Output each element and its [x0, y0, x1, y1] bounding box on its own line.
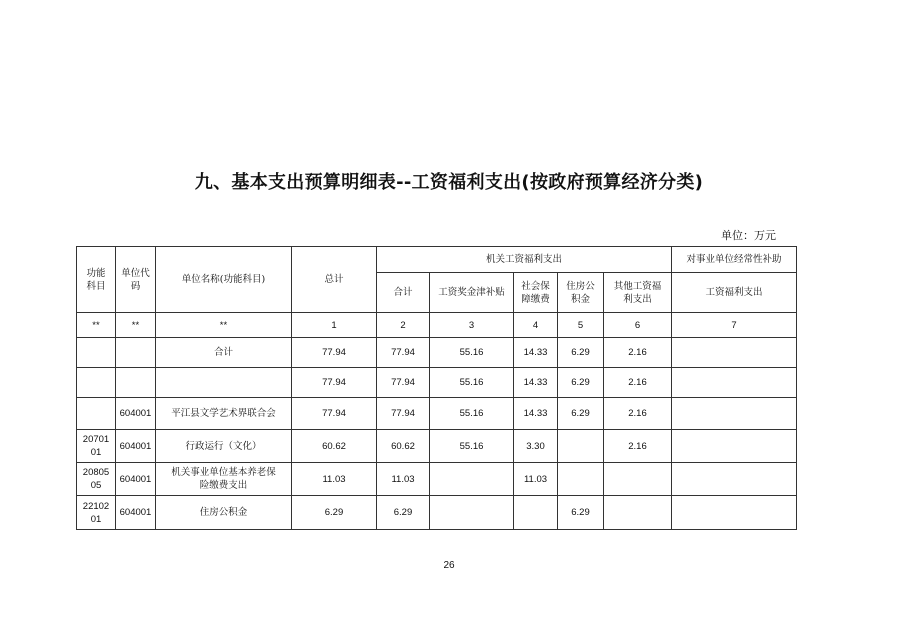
header-subtotal: 合计 — [377, 273, 430, 313]
cell-salary: 55.16 — [430, 398, 514, 430]
cell-unit-name — [156, 368, 292, 398]
cell-subtotal: 77.94 — [377, 338, 430, 368]
cell-institution — [672, 338, 797, 368]
cell-unit-code — [116, 338, 156, 368]
page-title: 九、基本支出预算明细表--工资福利支出(按政府预算经济分类) — [194, 172, 704, 193]
header-unit-code: 单位代 码 — [116, 247, 156, 313]
cell-subtotal: 11.03 — [377, 463, 430, 496]
cell-unit-name: 行政运行（文化） — [156, 430, 292, 463]
cell-other: 2.16 — [604, 368, 672, 398]
header-housing: 住房公 积金 — [558, 273, 604, 313]
table-row — [77, 430, 797, 463]
header-institution-group: 对事业单位经常性补助 — [672, 247, 797, 273]
unit-label: 单位：万元 — [721, 229, 776, 242]
cell-subtotal: 60.62 — [377, 430, 430, 463]
header-row-1 — [77, 247, 797, 273]
cell-institution — [672, 398, 797, 430]
cell-subtotal: 6.29 — [377, 496, 430, 530]
cell-unit-code: 604001 — [116, 496, 156, 530]
table-row — [77, 398, 797, 430]
index-row — [77, 313, 797, 338]
cell-unit-code: 604001 — [116, 430, 156, 463]
table-row — [77, 463, 797, 496]
index-cell: 1 — [292, 313, 377, 338]
cell-other: 2.16 — [604, 398, 672, 430]
cell-salary: 55.16 — [430, 368, 514, 398]
table-row — [77, 496, 797, 530]
cell-institution — [672, 430, 797, 463]
cell-func-subject: 20805 05 — [77, 463, 116, 496]
cell-social: 11.03 — [514, 463, 558, 496]
cell-salary: 55.16 — [430, 430, 514, 463]
cell-total: 77.94 — [292, 398, 377, 430]
index-cell: ** — [116, 313, 156, 338]
cell-housing: 6.29 — [558, 398, 604, 430]
cell-salary: 55.16 — [430, 338, 514, 368]
cell-total: 6.29 — [292, 496, 377, 530]
cell-func-subject: 20701 01 — [77, 430, 116, 463]
index-cell: 7 — [672, 313, 797, 338]
cell-unit-name: 平江县文学艺术界联合会 — [156, 398, 292, 430]
cell-total: 11.03 — [292, 463, 377, 496]
index-cell: 3 — [430, 313, 514, 338]
cell-other: 2.16 — [604, 430, 672, 463]
index-cell: 4 — [514, 313, 558, 338]
header-unit-name: 单位名称(功能科目) — [156, 247, 292, 313]
cell-social: 14.33 — [514, 338, 558, 368]
cell-subtotal: 77.94 — [377, 368, 430, 398]
cell-unit-code — [116, 368, 156, 398]
cell-unit-name: 合计 — [156, 338, 292, 368]
cell-housing — [558, 430, 604, 463]
cell-total: 60.62 — [292, 430, 377, 463]
cell-social: 14.33 — [514, 398, 558, 430]
cell-func-subject — [77, 398, 116, 430]
cell-housing: 6.29 — [558, 496, 604, 530]
cell-housing — [558, 463, 604, 496]
header-salary: 工资奖金津补贴 — [430, 273, 514, 313]
header-social: 社会保 障缴费 — [514, 273, 558, 313]
cell-housing: 6.29 — [558, 368, 604, 398]
cell-social: 14.33 — [514, 368, 558, 398]
cell-other: 2.16 — [604, 338, 672, 368]
cell-total: 77.94 — [292, 338, 377, 368]
cell-subtotal: 77.94 — [377, 398, 430, 430]
index-cell: 5 — [558, 313, 604, 338]
index-cell: 6 — [604, 313, 672, 338]
cell-salary — [430, 496, 514, 530]
header-func-subject: 功能 科目 — [77, 247, 116, 313]
table-row — [77, 338, 797, 368]
cell-unit-code: 604001 — [116, 463, 156, 496]
cell-social — [514, 496, 558, 530]
cell-unit-name: 机关事业单位基本养老保 险缴费支出 — [156, 463, 292, 496]
header-agency-group: 机关工资福利支出 — [377, 247, 672, 273]
cell-housing: 6.29 — [558, 338, 604, 368]
cell-other — [604, 463, 672, 496]
cell-total: 77.94 — [292, 368, 377, 398]
budget-table — [76, 246, 797, 530]
header-total: 总计 — [292, 247, 377, 313]
header-inst-salary: 工资福利支出 — [672, 273, 797, 313]
cell-unit-code: 604001 — [116, 398, 156, 430]
cell-func-subject — [77, 368, 116, 398]
cell-institution — [672, 368, 797, 398]
cell-func-subject — [77, 338, 116, 368]
index-cell: ** — [77, 313, 116, 338]
index-cell: ** — [156, 313, 292, 338]
index-cell: 2 — [377, 313, 430, 338]
cell-other — [604, 496, 672, 530]
header-other: 其他工资福 利支出 — [604, 273, 672, 313]
cell-institution — [672, 496, 797, 530]
cell-unit-name: 住房公积金 — [156, 496, 292, 530]
page-number: 26 — [443, 560, 455, 571]
cell-institution — [672, 463, 797, 496]
table-row — [77, 368, 797, 398]
cell-func-subject: 22102 01 — [77, 496, 116, 530]
cell-salary — [430, 463, 514, 496]
cell-social: 3.30 — [514, 430, 558, 463]
